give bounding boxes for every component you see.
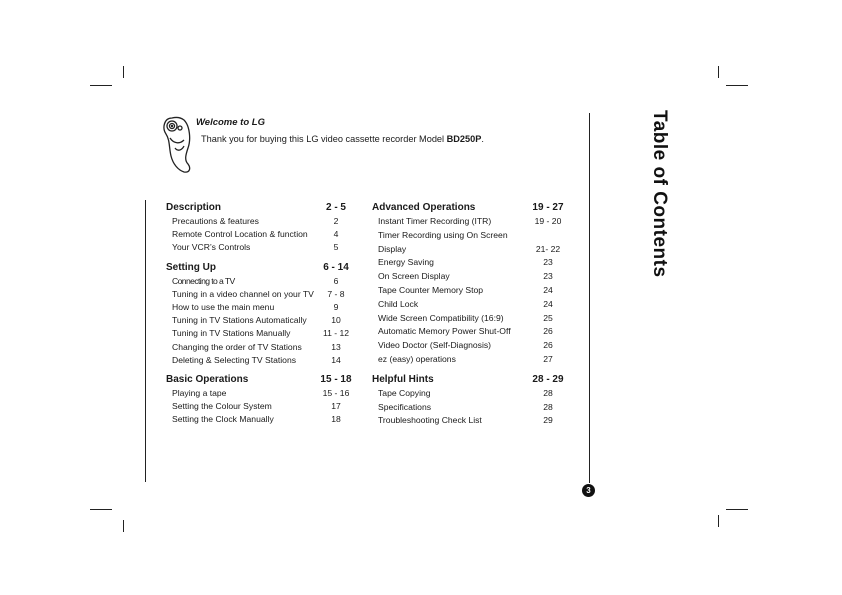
entry-label: Tuning in TV Stations Automatically bbox=[172, 315, 307, 326]
welcome-heading: Welcome to LG bbox=[196, 117, 265, 128]
toc-entry[interactable] bbox=[166, 354, 356, 367]
section-title: Description bbox=[166, 202, 222, 213]
toc-entry[interactable] bbox=[372, 215, 568, 229]
entry-page: 24 bbox=[543, 284, 553, 295]
section-pages: 6 - 14 bbox=[323, 261, 349, 273]
toc-section-description bbox=[166, 200, 356, 255]
page-title: Table of Contents bbox=[649, 110, 670, 278]
entry-label: Timer Recording using On Screen bbox=[378, 229, 508, 240]
section-pages: 15 - 18 bbox=[320, 373, 352, 385]
toc-entry[interactable] bbox=[372, 401, 568, 415]
entry-page: 14 bbox=[331, 354, 341, 365]
section-heading[interactable] bbox=[372, 200, 568, 215]
entry-page: 10 bbox=[331, 315, 341, 326]
entry-page: 6 bbox=[333, 275, 339, 286]
section-title: Advanced Operations bbox=[372, 202, 476, 213]
entry-label: On Screen Display bbox=[378, 271, 450, 282]
entry-label: Deleting & Selecting TV Stations bbox=[172, 354, 297, 365]
toc-right-column bbox=[372, 200, 568, 433]
section-title: Helpful Hints bbox=[372, 373, 434, 385]
entry-label: Tuning in a video channel on your TV bbox=[172, 288, 314, 299]
toc-entry[interactable] bbox=[372, 353, 568, 367]
crop-mark bbox=[90, 85, 112, 86]
toc-entry[interactable] bbox=[372, 325, 568, 339]
crop-mark bbox=[726, 509, 748, 510]
toc-entry[interactable] bbox=[372, 312, 568, 326]
section-heading[interactable] bbox=[372, 372, 568, 387]
toc-left-column bbox=[166, 200, 356, 431]
entry-page: 4 bbox=[333, 229, 339, 240]
toc-entry[interactable] bbox=[166, 215, 356, 228]
toc-entry[interactable] bbox=[166, 275, 356, 288]
crop-mark bbox=[726, 85, 748, 86]
left-margin-rule bbox=[145, 200, 146, 482]
toc-section-advanced-operations bbox=[372, 200, 568, 367]
entry-label: Energy Saving bbox=[378, 257, 434, 268]
section-pages: 28 - 29 bbox=[532, 373, 564, 385]
entry-label: Tape Counter Memory Stop bbox=[378, 284, 484, 295]
entry-label: Automatic Memory Power Shut-Off bbox=[378, 326, 511, 337]
section-heading[interactable] bbox=[166, 372, 356, 387]
toc-entry[interactable] bbox=[166, 314, 356, 327]
section-title: Setting Up bbox=[166, 261, 216, 273]
entry-page: 21- 22 bbox=[535, 243, 561, 254]
entry-label: Playing a tape bbox=[172, 387, 227, 398]
entry-label: How to use the main menu bbox=[172, 301, 275, 312]
entry-page: 13 bbox=[331, 341, 341, 352]
entry-page: 11 - 12 bbox=[322, 328, 350, 339]
toc-entry[interactable] bbox=[166, 400, 356, 413]
toc-entry[interactable] bbox=[166, 241, 356, 254]
entry-label: Connecting to a TV bbox=[172, 275, 235, 286]
welcome-text bbox=[201, 134, 484, 144]
entry-label: Display bbox=[378, 243, 407, 254]
crop-mark bbox=[123, 66, 124, 78]
entry-page: 9 bbox=[333, 301, 339, 312]
toc-entry[interactable] bbox=[166, 341, 356, 354]
entry-page: 7 - 8 bbox=[327, 288, 345, 299]
right-margin-rule bbox=[589, 113, 590, 483]
entry-label: Wide Screen Compatibility (16:9) bbox=[378, 312, 504, 323]
entry-page: 23 bbox=[543, 257, 553, 268]
entry-page: 2 bbox=[333, 216, 339, 226]
entry-page: 5 bbox=[333, 242, 339, 253]
toc-entry[interactable] bbox=[166, 228, 356, 241]
toc-entry[interactable] bbox=[166, 387, 356, 400]
toc-entry[interactable] bbox=[372, 256, 568, 270]
entry-page: 18 bbox=[331, 414, 341, 425]
entry-page: 19 - 20 bbox=[534, 216, 562, 226]
entry-page: 27 bbox=[543, 353, 553, 364]
entry-page: 15 - 16 bbox=[322, 387, 350, 398]
model-number: BD250P bbox=[446, 134, 482, 144]
crop-mark bbox=[718, 66, 719, 78]
toc-entry[interactable] bbox=[166, 301, 356, 314]
section-heading[interactable] bbox=[166, 200, 356, 215]
entry-label: Specifications bbox=[378, 401, 432, 412]
entry-page: 26 bbox=[543, 326, 553, 337]
entry-page: 28 bbox=[543, 401, 553, 412]
entry-label: Remote Control Location & function bbox=[172, 229, 308, 240]
toc-entry[interactable] bbox=[372, 414, 568, 428]
lg-mascot-icon bbox=[160, 114, 196, 176]
entry-page: 26 bbox=[543, 340, 553, 351]
entry-label: Tuning in TV Stations Manually bbox=[172, 328, 291, 339]
toc-entry[interactable] bbox=[166, 288, 356, 301]
entry-label: Instant Timer Recording (ITR) bbox=[378, 216, 492, 226]
toc-entry[interactable] bbox=[372, 284, 568, 298]
entry-page: 17 bbox=[331, 401, 341, 412]
crop-mark bbox=[123, 520, 124, 532]
entry-page: 24 bbox=[543, 298, 553, 309]
entry-label: Precautions & features bbox=[172, 216, 259, 226]
toc-entry[interactable] bbox=[166, 327, 356, 340]
entry-label: Tape Copying bbox=[378, 387, 431, 398]
entry-label: Your VCR’s Controls bbox=[172, 242, 251, 253]
welcome-sentence-end: . bbox=[481, 134, 484, 144]
toc-section-helpful-hints bbox=[372, 372, 568, 428]
welcome-sentence: Thank you for buying this LG video cassette recorder Model bbox=[201, 134, 447, 144]
page-number-badge: 3 bbox=[582, 484, 595, 497]
toc-entry[interactable] bbox=[372, 387, 568, 401]
entry-page: 23 bbox=[543, 271, 553, 282]
crop-mark bbox=[90, 509, 112, 510]
entry-label: ez (easy) operations bbox=[378, 353, 456, 364]
toc-entry[interactable] bbox=[372, 298, 568, 312]
entry-label: Child Lock bbox=[378, 298, 419, 309]
entry-page: 29 bbox=[543, 415, 553, 426]
toc-entry[interactable] bbox=[166, 413, 356, 426]
toc-entry[interactable] bbox=[372, 339, 568, 353]
section-pages: 2 - 5 bbox=[325, 202, 346, 213]
section-pages: 19 - 27 bbox=[532, 202, 564, 213]
crop-mark bbox=[718, 515, 719, 527]
toc-section-basic-operations bbox=[166, 372, 356, 427]
entry-page: 25 bbox=[543, 312, 553, 323]
entry-page: 28 bbox=[543, 387, 553, 398]
entry-label: Changing the order of TV Stations bbox=[172, 341, 302, 352]
toc-entry[interactable] bbox=[372, 243, 568, 257]
entry-label: Troubleshooting Check List bbox=[378, 415, 482, 426]
section-title: Basic Operations bbox=[166, 373, 249, 385]
entry-label: Setting the Clock Manually bbox=[172, 414, 274, 425]
entry-page bbox=[528, 229, 568, 243]
toc-entry[interactable] bbox=[372, 229, 568, 243]
entry-label: Video Doctor (Self-Diagnosis) bbox=[378, 340, 492, 351]
section-heading[interactable] bbox=[166, 260, 356, 275]
toc-entry[interactable] bbox=[372, 270, 568, 284]
entry-label: Setting the Colour System bbox=[172, 401, 272, 412]
toc-section-setting-up bbox=[166, 260, 356, 367]
